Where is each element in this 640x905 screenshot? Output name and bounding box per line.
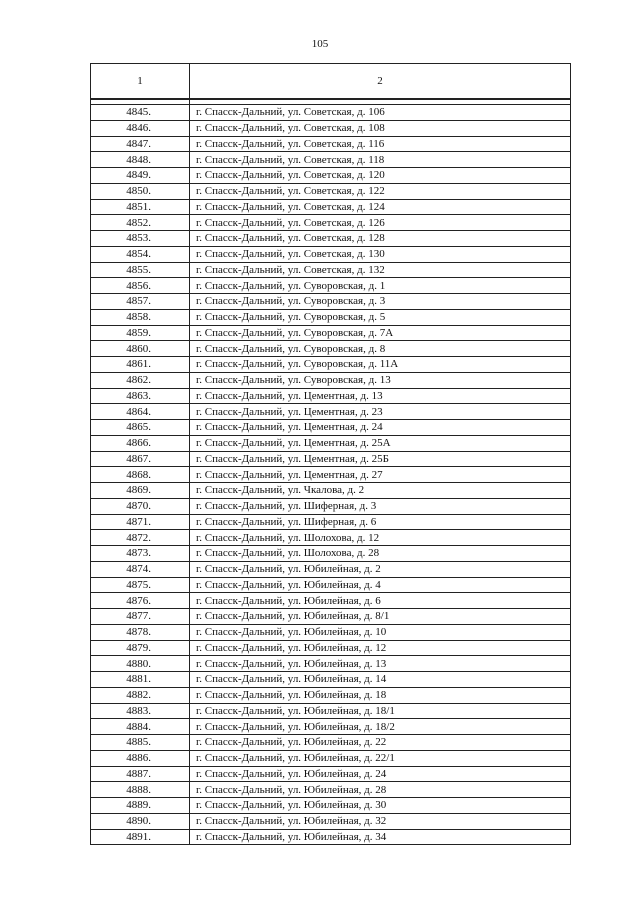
- column-header-address: 2: [190, 64, 571, 100]
- table-row: [91, 152, 571, 168]
- row-address: г. Спасск-Дальний, ул. Цементная, д. 24: [190, 420, 571, 436]
- row-number: 4867.: [91, 451, 190, 467]
- table-row: [91, 498, 571, 514]
- row-number: 4878.: [91, 624, 190, 640]
- row-address: г. Спасск-Дальний, ул. Цементная, д. 27: [190, 467, 571, 483]
- row-number: 4882.: [91, 687, 190, 703]
- address-table: [90, 63, 571, 845]
- row-number: 4854.: [91, 246, 190, 262]
- table-row: [91, 782, 571, 798]
- row-address: г. Спасск-Дальний, ул. Советская, д. 132: [190, 262, 571, 278]
- row-number: 4871.: [91, 514, 190, 530]
- table-row: [91, 735, 571, 751]
- row-address: г. Спасск-Дальний, ул. Суворовская, д. 11А: [190, 357, 571, 373]
- row-address: г. Спасск-Дальний, ул. Юбилейная, д. 12: [190, 640, 571, 656]
- row-number: 4852.: [91, 215, 190, 231]
- row-number: 4865.: [91, 420, 190, 436]
- row-address: г. Спасск-Дальний, ул. Советская, д. 124: [190, 199, 571, 215]
- table-header-row: [91, 64, 571, 100]
- row-address: г. Спасск-Дальний, ул. Юбилейная, д. 10: [190, 624, 571, 640]
- row-address: г. Спасск-Дальний, ул. Советская, д. 106: [190, 105, 571, 121]
- row-address: г. Спасск-Дальний, ул. Юбилейная, д. 18/2: [190, 719, 571, 735]
- row-number: 4847.: [91, 136, 190, 152]
- row-address: г. Спасск-Дальний, ул. Шолохова, д. 28: [190, 546, 571, 562]
- row-address: г. Спасск-Дальний, ул. Юбилейная, д. 34: [190, 829, 571, 845]
- row-number: 4862.: [91, 372, 190, 388]
- row-number: 4875.: [91, 577, 190, 593]
- row-address: г. Спасск-Дальний, ул. Юбилейная, д. 8/1: [190, 609, 571, 625]
- row-address: г. Спасск-Дальний, ул. Юбилейная, д. 28: [190, 782, 571, 798]
- table-row: [91, 687, 571, 703]
- row-number: 4849.: [91, 168, 190, 184]
- row-address: г. Спасск-Дальний, ул. Советская, д. 116: [190, 136, 571, 152]
- table-row: [91, 183, 571, 199]
- row-address: г. Спасск-Дальний, ул. Шолохова, д. 12: [190, 530, 571, 546]
- table-row: [91, 561, 571, 577]
- row-address: г. Спасск-Дальний, ул. Шиферная, д. 6: [190, 514, 571, 530]
- row-address: г. Спасск-Дальний, ул. Юбилейная, д. 24: [190, 766, 571, 782]
- table-row: [91, 294, 571, 310]
- row-number: 4856.: [91, 278, 190, 294]
- table-row: [91, 483, 571, 499]
- row-address: г. Спасск-Дальний, ул. Юбилейная, д. 30: [190, 798, 571, 814]
- table-row: [91, 577, 571, 593]
- table-row: [91, 514, 571, 530]
- table-row: [91, 168, 571, 184]
- table-row: [91, 136, 571, 152]
- row-number: 4879.: [91, 640, 190, 656]
- table-row: [91, 766, 571, 782]
- row-address: г. Спасск-Дальний, ул. Юбилейная, д. 2: [190, 561, 571, 577]
- table-row: [91, 672, 571, 688]
- row-number: 4889.: [91, 798, 190, 814]
- table-row: [91, 829, 571, 845]
- table-body: [91, 99, 571, 845]
- row-address: г. Спасск-Дальний, ул. Юбилейная, д. 18: [190, 687, 571, 703]
- table-row: [91, 341, 571, 357]
- row-address: г. Спасск-Дальний, ул. Советская, д. 118: [190, 152, 571, 168]
- table-row: [91, 420, 571, 436]
- table-row: [91, 105, 571, 121]
- row-number: 4874.: [91, 561, 190, 577]
- table-row: [91, 357, 571, 373]
- row-address: г. Спасск-Дальний, ул. Советская, д. 122: [190, 183, 571, 199]
- table-row: [91, 215, 571, 231]
- table-row: [91, 798, 571, 814]
- row-number: 4890.: [91, 813, 190, 829]
- row-number: 4860.: [91, 341, 190, 357]
- table-row: [91, 388, 571, 404]
- row-number: 4851.: [91, 199, 190, 215]
- table-row: [91, 530, 571, 546]
- row-address: г. Спасск-Дальний, ул. Юбилейная, д. 18/1: [190, 703, 571, 719]
- row-number: 4891.: [91, 829, 190, 845]
- row-number: 4886.: [91, 750, 190, 766]
- row-address: г. Спасск-Дальний, ул. Суворовская, д. 5: [190, 309, 571, 325]
- row-number: 4884.: [91, 719, 190, 735]
- table-row: [91, 813, 571, 829]
- table-row: [91, 451, 571, 467]
- table-row: [91, 640, 571, 656]
- table-row: [91, 435, 571, 451]
- table-row: [91, 609, 571, 625]
- row-address: г. Спасск-Дальний, ул. Советская, д. 108: [190, 120, 571, 136]
- row-address: г. Спасск-Дальний, ул. Советская, д. 120: [190, 168, 571, 184]
- table-row: [91, 309, 571, 325]
- row-number: 4888.: [91, 782, 190, 798]
- row-address: г. Спасск-Дальний, ул. Суворовская, д. 13: [190, 372, 571, 388]
- table-row: [91, 372, 571, 388]
- row-address: г. Спасск-Дальний, ул. Суворовская, д. 8: [190, 341, 571, 357]
- row-address: г. Спасск-Дальний, ул. Юбилейная, д. 6: [190, 593, 571, 609]
- row-address: г. Спасск-Дальний, ул. Шиферная, д. 3: [190, 498, 571, 514]
- row-address: г. Спасск-Дальний, ул. Юбилейная, д. 22: [190, 735, 571, 751]
- row-address: г. Спасск-Дальний, ул. Юбилейная, д. 14: [190, 672, 571, 688]
- row-number: 4880.: [91, 656, 190, 672]
- table-row: [91, 231, 571, 247]
- row-number: 4864.: [91, 404, 190, 420]
- table-row: [91, 750, 571, 766]
- table-row: [91, 546, 571, 562]
- row-number: 4845.: [91, 105, 190, 121]
- row-address: г. Спасск-Дальний, ул. Советская, д. 126: [190, 215, 571, 231]
- table-row: [91, 246, 571, 262]
- row-address: г. Спасск-Дальний, ул. Суворовская, д. 7А: [190, 325, 571, 341]
- row-number: 4883.: [91, 703, 190, 719]
- row-address: г. Спасск-Дальний, ул. Суворовская, д. 3: [190, 294, 571, 310]
- row-number: 4858.: [91, 309, 190, 325]
- page-number: 105: [311, 38, 329, 50]
- row-number: 4876.: [91, 593, 190, 609]
- row-address: г. Спасск-Дальний, ул. Суворовская, д. 1: [190, 278, 571, 294]
- row-number: 4872.: [91, 530, 190, 546]
- row-address: г. Спасск-Дальний, ул. Юбилейная, д. 22/1: [190, 750, 571, 766]
- table-row: [91, 467, 571, 483]
- row-number: 4887.: [91, 766, 190, 782]
- row-address: г. Спасск-Дальний, ул. Советская, д. 128: [190, 231, 571, 247]
- row-number: 4850.: [91, 183, 190, 199]
- row-number: 4857.: [91, 294, 190, 310]
- row-number: 4870.: [91, 498, 190, 514]
- row-number: 4846.: [91, 120, 190, 136]
- row-number: 4866.: [91, 435, 190, 451]
- row-number: 4855.: [91, 262, 190, 278]
- table-row: [91, 656, 571, 672]
- table-row: [91, 719, 571, 735]
- row-address: г. Спасск-Дальний, ул. Цементная, д. 23: [190, 404, 571, 420]
- row-address: г. Спасск-Дальний, ул. Цементная, д. 25Б: [190, 451, 571, 467]
- row-address: г. Спасск-Дальний, ул. Советская, д. 130: [190, 246, 571, 262]
- row-number: 4881.: [91, 672, 190, 688]
- row-address: г. Спасск-Дальний, ул. Юбилейная, д. 13: [190, 656, 571, 672]
- row-number: 4869.: [91, 483, 190, 499]
- table-row: [91, 278, 571, 294]
- table-row: [91, 262, 571, 278]
- row-number: 4885.: [91, 735, 190, 751]
- row-address: г. Спасск-Дальний, ул. Юбилейная, д. 32: [190, 813, 571, 829]
- row-address: г. Спасск-Дальний, ул. Цементная, д. 13: [190, 388, 571, 404]
- row-number: 4861.: [91, 357, 190, 373]
- row-number: 4873.: [91, 546, 190, 562]
- table-row: [91, 404, 571, 420]
- row-number: 4877.: [91, 609, 190, 625]
- row-number: 4863.: [91, 388, 190, 404]
- column-header-number: 1: [91, 64, 190, 100]
- table-row: [91, 593, 571, 609]
- row-address: г. Спасск-Дальний, ул. Цементная, д. 25А: [190, 435, 571, 451]
- table-row: [91, 120, 571, 136]
- row-number: 4848.: [91, 152, 190, 168]
- row-address: г. Спасск-Дальний, ул. Чкалова, д. 2: [190, 483, 571, 499]
- table-row: [91, 703, 571, 719]
- row-number: 4853.: [91, 231, 190, 247]
- row-address: г. Спасск-Дальний, ул. Юбилейная, д. 4: [190, 577, 571, 593]
- row-number: 4859.: [91, 325, 190, 341]
- row-number: 4868.: [91, 467, 190, 483]
- table-row: [91, 624, 571, 640]
- table-row: [91, 325, 571, 341]
- table-row: [91, 199, 571, 215]
